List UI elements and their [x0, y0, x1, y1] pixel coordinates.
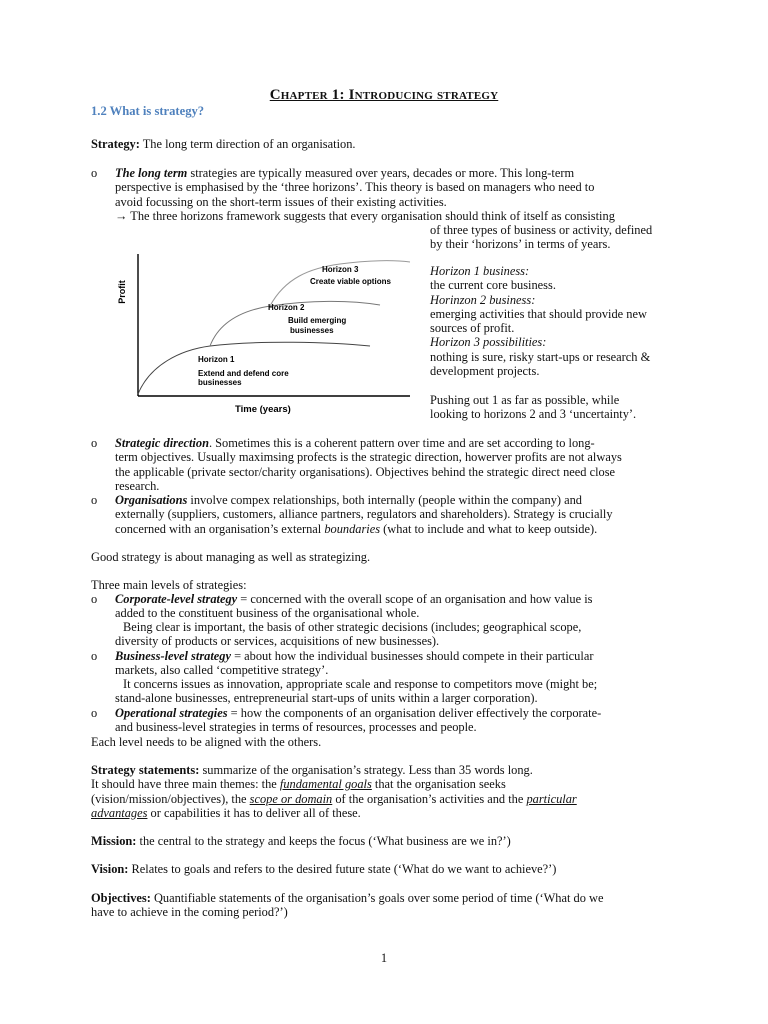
bullet-marker: o — [91, 436, 98, 450]
corporate-level-detail-2: diversity of products or services, acquisitions of new businesses). — [115, 634, 440, 648]
long-term-continuation: of three types of business or activity, defined by their ‘horizons’ in terms of years. — [430, 223, 653, 252]
bullet-marker: o — [91, 706, 98, 720]
business-level-detail: It concerns issues as innovation, appropriate scale and response to competitors move (might be; — [123, 677, 598, 691]
long-term-paragraph: The long term strategies are typically measured over years, decades or more. This long-term perspective is emphasised by the ‘three horizons’. This theory is based on managers who need to avoid focussing on the short-term issues of their existing activities. → The three horizons framework suggests that every organisation should think of itself as consisting — [115, 166, 615, 223]
three-horizons-diagram — [110, 250, 420, 420]
bullet-marker: o — [91, 592, 98, 606]
h2-title: Horizon 2 — [268, 303, 305, 312]
h1-subtitle-1: Extend and defend core — [198, 369, 289, 378]
y-axis-label: Profit — [117, 280, 127, 304]
corporate-level-detail: Being clear is important, the basis of other strategic decisions (includes; geographical scope, — [123, 620, 582, 634]
strategy-statements-paragraph: Strategy statements: summarize of the organisation’s strategy. Less than 35 words long. It should have three main themes: the fundamental goals that the organisation seeks (vision/mission/objectives), the scope or domain of the organisation’s activities and the particular advantages or capabilities it has to deliver all of these. — [91, 763, 577, 820]
h2-subtitle-2: businesses — [290, 326, 334, 335]
x-axis-label: Time (years) — [235, 404, 291, 415]
vision-paragraph: Vision: Relates to goals and refers to the desired future state (‘What do we want to achieve?’) — [91, 862, 557, 876]
page-number: 1 — [380, 951, 388, 965]
corporate-level-paragraph: Corporate-level strategy = concerned with the overall scope of an organisation and how value is added to the constituent business of the organisational whole. — [115, 592, 593, 621]
bullet-marker: o — [91, 649, 98, 663]
horizons-explanation: Horizon 1 business: the current core business. Horinzon 2 business: emerging activities that should provide new sources of profit. Horizon 3 possibilities: nothing is sure, risky start-ups or research & development projects. Pushing out 1 as far as possible, while looking to horizons 2 and 3 ‘uncertainty’. — [430, 264, 651, 421]
section-heading: 1.2 What is strategy? — [91, 104, 205, 118]
objectives-paragraph: Objectives: Quantifiable statements of the organisation’s goals over some period of time (‘What do we have to achieve in the coming period?’) — [91, 891, 604, 920]
h3-subtitle: Create viable options — [310, 277, 391, 286]
business-level-detail-2: stand-alone businesses, entrepreneurial start-ups of units within a larger corporation). — [115, 691, 538, 705]
business-level-paragraph: Business-level strategy = about how the individual businesses should compete in their particular markets, also called ‘competitive strategy’. — [115, 649, 594, 678]
bullet-marker: o — [91, 493, 98, 507]
organisations-paragraph: Organisations involve compex relationships, both internally (people within the company) and externally (suppliers, customers, alliance partners, regulators and shareholders). Strategy is crucially concerned with an organisation’s external boundaries (what to include and what to keep outside). — [115, 493, 613, 536]
strategy-definition: Strategy: The long term direction of an organisation. — [91, 137, 356, 151]
h3-title: Horizon 3 — [322, 265, 359, 274]
h2-subtitle-1: Build emerging — [288, 316, 347, 325]
aligned-text: Each level needs to be aligned with the others. — [91, 735, 322, 749]
mission-paragraph: Mission: the central to the strategy and keeps the focus (‘What business are we in?’) — [91, 834, 511, 848]
operational-paragraph: Operational strategies = how the components of an organisation deliver effectively the corporate- and business-level strategies in terms of resources, processes and people. — [115, 706, 602, 735]
strategic-direction-paragraph: Strategic direction. Sometimes this is a coherent pattern over time and are set according to long- term objectives. Usually maximsing profects is the strategic direction, howerver profits are not always the applicable (private sector/charity organisations). Objectives behind the strategic direct need close research. — [115, 436, 622, 493]
bullet-marker: o — [91, 166, 98, 180]
good-strategy-text: Good strategy is about managing as well as strategizing. — [91, 550, 371, 564]
levels-intro: Three main levels of strategies: — [91, 578, 247, 592]
h1-title: Horizon 1 — [198, 355, 235, 364]
chapter-title: Chapter 1: Introducing strategy — [269, 87, 499, 103]
h1-subtitle-2: businesses — [198, 378, 242, 387]
